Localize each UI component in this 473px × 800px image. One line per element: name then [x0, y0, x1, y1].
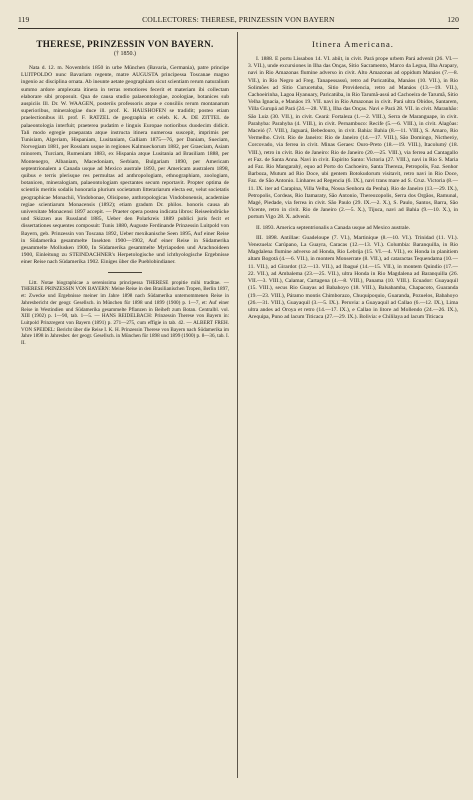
- literature-notes: Litt. Notae biographicae a serenissima principessa THERESE propitie mihi traditae. — THERESE PRINZESSIN VON BAYERN: Meine Reise in den Brasilianischen Tropen, Berlin 1897, et: Zwecke und Ergebnisse meiner im Jahre 1898 nach Südamerika unternommenen Reise in Jahresbericht der geogr. Gesellsch. in München für 1898 und 1899 (1900) p. 1—7, et: Auf einer Reise in Westindien und Südamerika gesammelte Pflanzen in Beiheft zum Botan. Centralbl. vol. XIII (1902) p. 1—90, tab. 1—5. — HANS REIDELBACH: Prinzessin Therese von Bayern in: Luitpold Prinzregent von Bayern (1891) p. 271—275, cum effigie in tab. 42. — ALBERT FREH. VON SPEIDEL: Bericht über die Reise I. K. H. Prinzessin Therese von Bayern nach Südamerika im Jahre 1898 in Jahresber. der geogr. Gesellsch. in München für 1898 und 1899 (1900) p. 8—36, tab. I. II.: [21, 279, 229, 347]
- itinera-title: Itinera Americana.: [312, 39, 394, 49]
- biography-text: Nata d. 12. m. Novembris 1850 in urbe München (Bavaria, Germania), patre principe LUITPOLDO nunc Bavariam regente, matre AUGUSTA principessa Toscanae magno ingenio ac disciplina ornata. Ab ineunte aetate geographiam sicut scientiam rerum naturalium summo ardore amplexata itinera in terras remotiores fecerit et materiam ibi collectam elaborare sibi proposuit. Qua de causa studio palaeontologiae, zoologiae, botanices sub auspiciis Ill. Dr. W. WAAGEN, posteriis professoris atque e consiliis rerum montanarum superioribus, mineralogiae duce ill. prof. K. HAUSHOFEN se tradidit; posteo etiam praelectionibus ill. prof. F. RATZEL de geographia et celeb. K. A. DE ZITTEL de palaeontologia interfuit; praeterea pudatim e linguis Europae notioribus duodecim didicit. Tali modo egregie praeparata atque instructa itinera numerosa suscepit, imprimis per Tunisiam, Algeriam, Hispaniam, Lusitaniam, Galliam 1875—76, per Daniam, Sueciam, Norvegiam 1881, per Rossiam usque in regiones Kalmueckorum 1882, per Graeciam, Asiam minorem, Turciam, Rumeniam 1883, ex Hispania atque Lusitania ad Brasiliam 1888, per Montenegro, Albaniam, Macedoniam, Serbiam, Bulgariam 1890, per Americam septentrionalem a Canada usque ad Mexico australe 1893, per Americam australem 1898, quibus e terris plerisque res permultas ad anthropologiam, ethnographiam, zoologiam, botanicen, mineralogiam, palaeontologiam spectantes secum reportavit. Propter optima de scientiis meritis sodalis honoraria plurium societatum litterariarum electa est, velut societatis geographicae Monachii, Vindobonae, Olisipone, anthropologicas Vindobonensis, academiae regiae scientiarum Monacensis (1892); etiam gradum Dr. philos. honoris causa ab universitate Monacensi 1897 accepit. — Praeter opera postea indicata libros: Reiseeindrücke und Skizzen aus Russland 1885, Ueber den Polarkreis 1889 publici juris fecit et dissertationes sequentes composuit: Tunis 1880, Auguste Ferdinande Prinzessin Luitpold von Bayern, geb. Prinzessin von Toscana 1892, Ueber mexikanische Seen 1895, Auf einer Reise in Südamerika gesammelte Insekten 1900—1902, Auf einer Reise in Südamerika gesammelte Mollusken 1900, In Südamerika gesammelte Myriapoden und Arachnoideen 1900, Einleitung zu STEINDACHNER's Herpetologische und ichthyologische Ergebnisse einer Reise nach Südamerika 1902. Einiges über die Pueblobindianer.: [21, 65, 229, 266]
- itinerary-1888: I. 1888. E portu Lissabon 14. VI. abiit, in civit. Pará prope urbem Pará advenit (26. VI.—3. VII.), unde excursiones in Ilha das Onças, Sitio Sacramento, Marco da Legua, Ilha Arapary, navi in Rio Amazonas flumine adverso in civit. Alto Amazonas ad oppidum Manáos (7.—8. VII.), in Rio Negro ad Freg. Tanapessassú, retro ad Paricatúba, Manáos (10. VII.), in Rio Solimões ad Sitio Curucetuba, Sitio Providencia, retro ad Manáos (13.—19. VII.), Cachoeirinha, Lagoa Hyanuary, Paricatúba, in Rio Tarumã-assú ad Cachoeira de Tarumã, Sitio Velha Ignacia, e Manáos 19. VII. navi in Rio Amazonas in civit. Pará ultra Obidos, Santarem, Villa Gurupá ad Pará (24.—28. VII.), Ilha das Onças. Navi e Pará 28. VII. in civit. Maranhão: São Luiz (30. VII.), in civit. Ceará: Fortaleza (1.—2. VIII.), Serra de Maranguape, in civit. Parahyba: Parahyba (4. VIII.), in civit. Pernambuco: Recife (5.—6. VIII.), in civit. Alagôas: Maceió (7. VIII.), Jaguará, Bebedouro, in civit. Bahia: Bahia (8.—11. VIII.), S. Amaro, Rio Vermelho. Civit. Rio de Janeiro: Rio de Janeiro (14.—17. VIII.), São Domingo, Nictheróy, Corcovado, via ferrea in civit. Minas Geraes: Ouro-Preto (18.—19. VIII.), Itacolumý (18. VIII.), retro in civit. Rio de Janeiro: Rio de Janeiro (20.—25. VIII.), via ferrea ad Cantagallo et Faz. de Santa Anna. Navi in civit. Espirito Santo: Victoria (27. VIII.), navi in Rio S. Maria ad Faz. Rio Mangarahý, equo ad Porto do Cachoeiro, Santa Thereza, Petropolis, Faz. Senhor Barboza, Mutum ad Rio Doce, ubi gentem Botokudorum visitavit, retro navi in Rio Doce, Faz. de São Antonio. Linhares ad Regencia (6. IX.), navi trans mare ad S. Cruz. Victoria (8.—11. IX. iter ad Carapina, Villa Velha, Nossa Senhora da Penha). Rio de Janeiro (13.—29. IX.), Petropolis, Cordeas, Rio Itamaraty, São Antonio, Thereozopolis, Serra dos Orgãos, Ramunal, Magé, Piedade, via ferrea in civit. São Paulo (29. IX.—2. X.), S. Paulo, Santos, Barra, São Vicente, retro in civit. Rio de Janeiro (2.—5. X.), Tijuca, navi ad Bahia (9.—10. X.), in portum Vigo 28. X. advenit.: [248, 56, 458, 221]
- biography-subtitle: († 1850.): [114, 51, 136, 57]
- header-rule: [18, 28, 459, 29]
- right-page-number: 120: [447, 15, 459, 24]
- itinerary-1893: II. 1893. America septentrionalis a Canada usque ad Mexico australe.: [256, 224, 411, 231]
- left-column: [21, 34, 229, 778]
- biography-title: THERESE, PRINZESSIN VON BAYERN.: [36, 39, 214, 49]
- running-header: [18, 15, 459, 24]
- column-divider: [237, 32, 238, 778]
- left-page-number: 119: [18, 15, 30, 24]
- itinerary-1898: III. 1898. Antillae: Guadeloupe (7. VI.), Martinique (8.—10. VI.). Trinidad (11. VI.). Venezuela: Carúpano, La Guayra, Caracas (12.—13. VI.). Columbia: Baranquilla, in Rio Magdalena flumine adverso ad Honda, Rio Lebrija (15. VI.—4. VII.), ex Honda in planitiem altam Bogotá (4.—6. VII.), in montem Monserrate (8. VII.), ad cataractas Tequendama (10.—11. VII.), ad Girardot (12.—13. VII.), ad Ibagué (14.—15. VII.), in montem Quindío (17.—22. VII.), ad Ambalema (23.—25. VII.), ultra Honda in Rio Magdalena ad Baranquilla (26. VII.—3. VIII.), Calamar, Cartagena (4.—8. VIII.), Panama (10. VIII.). Ecuador: Guayaquil (15. VIII.), secus Rio Guayas ad Babahoyo (18. VIII.), Balsabamba, Chapacoto, Guaranda (19.—23. VIII.), Páramo montis Chimborazo, Chuquipoquio, Guaranda, Pozuelos, Babahoyo (26.—31. VIII.), Guayaquil (3.—5. IX.). Peruvia: a Guayaquil ad Callao (6.—12. IX.), Lima ultra andes ad Oroya et retro (14.—17. IX.), e Callao in litore ad Mollendo (24.—26. IX.), Arequipa, Puno ad lacum Titicaca (27.—29. IX.). Bolivia: e Chililaya ad lacum Titicaca: [248, 234, 458, 321]
- right-column: [248, 34, 458, 778]
- notes-separator: [108, 272, 142, 273]
- running-title: COLLECTORES: THERESE, PRINZESSIN VON BAYERN: [142, 15, 335, 24]
